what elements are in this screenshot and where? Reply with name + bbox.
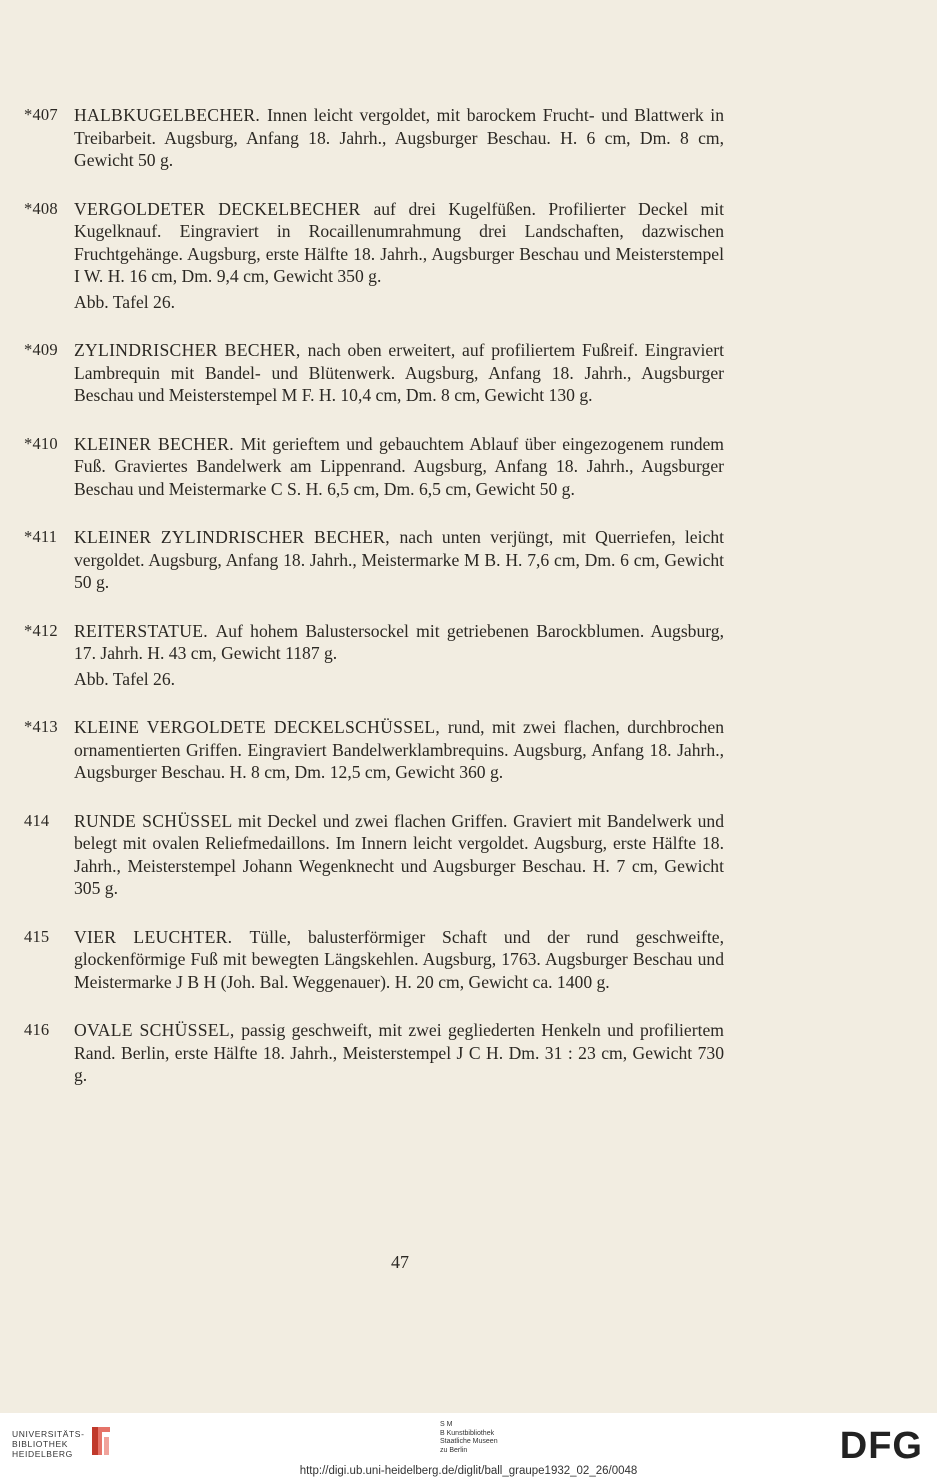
entry-title: HALBKUGELBECHER. xyxy=(74,105,268,125)
page-number: 47 xyxy=(391,1252,409,1272)
entry-title: OVALE SCHÜSSEL, xyxy=(74,1020,242,1040)
entry-number: 415 xyxy=(24,926,50,946)
entry-number: 414 xyxy=(24,810,50,830)
entry-title: VIER LEUCHTER. xyxy=(74,926,250,947)
entry-text: auf drei Kugelfüßen. Profilierter Deckel mit Kugelknauf. Eingraviert in Rocaillenumrahmung drei Landschaften, dazwischen Fruchtgehänge. Augsburg, erste Hälfte 18. Jahrh., Augsburger Beschau und Meisterstempel I W. H. 16 cm, Dm. 9,4 cm, Gewicht 350 g. xyxy=(74,198,724,286)
entry-number: *413 xyxy=(24,717,58,736)
heidelberg-library-logo[interactable] xyxy=(12,1429,85,1459)
sm-logo-line: Staatliche Museen xyxy=(440,1438,498,1445)
catalog-entry-416 xyxy=(24,1019,724,1087)
catalog-entry-412 xyxy=(24,620,724,691)
sm-logo-line: S M xyxy=(440,1421,453,1428)
entry-title: VERGOLDETER DECKELBECHER xyxy=(74,198,374,219)
entry-number: *409 xyxy=(24,340,58,359)
entry-plate-reference: Abb. Tafel 26. xyxy=(74,291,176,312)
ub-logo-line: HEIDELBERG xyxy=(12,1449,73,1459)
entry-number: *412 xyxy=(24,620,58,640)
sm-logo-line: zu Berlin xyxy=(440,1446,468,1454)
entry-title: KLEINER ZYLINDRISCHER BECHER, xyxy=(74,527,400,547)
entry-number: *407 xyxy=(24,105,58,124)
entry-text: Tülle, balusterförmiger Schaft und der rund geschweifte, glockenförmige Fuß mit bewegten Längskehlen. Augsburg, 1763. Augsburger Beschau und Meistermarke J B H (Joh. Bal. Weggenauer). H. 20 cm, Gewicht ca. 1400 g. xyxy=(74,926,724,992)
digitization-footer xyxy=(0,1413,937,1482)
entry-title: KLEINE VERGOLDETE DECKELSCHÜSSEL, xyxy=(74,717,448,737)
entry-number: *411 xyxy=(24,527,58,546)
entry-title: RUNDE SCHÜSSEL xyxy=(74,810,238,831)
catalog-entry-410 xyxy=(24,433,724,501)
entry-plate-reference: Abb. Tafel 26. xyxy=(74,668,176,689)
entry-text: nach oben erweitert, auf profiliertem Fußreif. Eingraviert Lambrequin mit Bandel- und Blütenwerk. Augsburg, Anfang 18. Jahrh., Augsburger Beschau und Meisterstempel M F. H. 10,4 cm, Dm. 8 cm, Gewicht 130 g. xyxy=(74,340,724,405)
heidelberg-library-mark-icon xyxy=(88,1423,112,1457)
dfg-logo[interactable]: DFG xyxy=(839,1425,923,1467)
entry-text: mit Deckel und zwei flachen Griffen. Graviert mit Bandelwerk und belegt mit ovalen Reliefmedaillons. Im Innern leicht vergoldet. Augsburg, erste Hälfte 18. Jahrh., Meisterstempel Johann Wegenknecht und Augsburger Beschau. H. 7 cm, Gewicht 305 g. xyxy=(74,810,724,898)
entry-text: nach unten verjüngt, mit Querriefen, leicht vergoldet. Augsburg, Anfang 18. Jahrh., Meistermarke M B. H. 7,6 cm, Dm. 6 cm, Gewicht 50 g. xyxy=(74,527,725,592)
catalog-entry-415 xyxy=(24,926,724,994)
entry-text: Mit gerieftem und gebauchtem Ablauf über eingezogenem rundem Fuß. Graviertes Bandelwerk am Lippenrand. Augsburg, Anfang 18. Jahrh., Augsburger Beschau und Meistermarke C S. H. 6,5 cm, Dm. 6,5 cm, Gewicht 50 g. xyxy=(74,433,724,499)
entry-number: *410 xyxy=(24,433,58,453)
entry-text: Innen leicht vergoldet, mit barockem Frucht- und Blattwerk in Treibarbeit. Augsburg, Anfang 18. Jahrh., Augsburger Beschau. H. 6 cm, Dm. 8 cm, Gewicht 50 g. xyxy=(74,105,724,170)
entry-text: rund, mit zwei flachen, durchbrochen ornamentierten Griffen. Eingraviert Bandelwerklambrequins. Augsburg, Anfang 18. Jahrh., Augsburger Beschau. H. 8 cm, Dm. 12,5 cm, Gewicht 360 g. xyxy=(74,717,724,782)
catalog-entry-407 xyxy=(24,104,724,172)
entry-text: passig geschweift, mit zwei gegliederten Henkeln und profiliertem Rand. Berlin, erste Hälfte 18. Jahrh., Meisterstempel J C H. Dm. 31 : 23 cm, Gewicht 730 g. xyxy=(74,1020,724,1085)
catalog-entry-408 xyxy=(24,198,724,314)
catalog-entry-411 xyxy=(24,526,724,594)
catalog-entry-414 xyxy=(24,810,724,900)
entry-title: ZYLINDRISCHER BECHER, xyxy=(74,340,308,360)
berlin-kunstbibliothek-logo[interactable] xyxy=(440,1421,498,1455)
entry-number: 416 xyxy=(24,1020,50,1039)
entry-title: KLEINER BECHER. xyxy=(74,433,241,454)
permalink-url[interactable]: http://digi.ub.uni-heidelberg.de/diglit/ball_graupe1932_02_26/0048 xyxy=(299,1465,638,1477)
ub-logo-line: BIBLIOTHEK xyxy=(12,1439,69,1449)
sm-logo-line: B Kunstbibliothek xyxy=(440,1429,495,1437)
catalog-entry-413 xyxy=(24,716,724,784)
ub-logo-line: UNIVERSITÄTS- xyxy=(12,1429,85,1439)
entry-number: *408 xyxy=(24,198,58,218)
catalog-entries xyxy=(24,104,724,1113)
entry-text: Auf hohem Balustersockel mit getriebenen Barockblumen. Augsburg, 17. Jahrh. H. 43 cm, Gewicht 1187 g. xyxy=(74,620,724,663)
entry-title: REITERSTATUE. xyxy=(74,620,216,641)
catalog-entry-409 xyxy=(24,339,724,407)
